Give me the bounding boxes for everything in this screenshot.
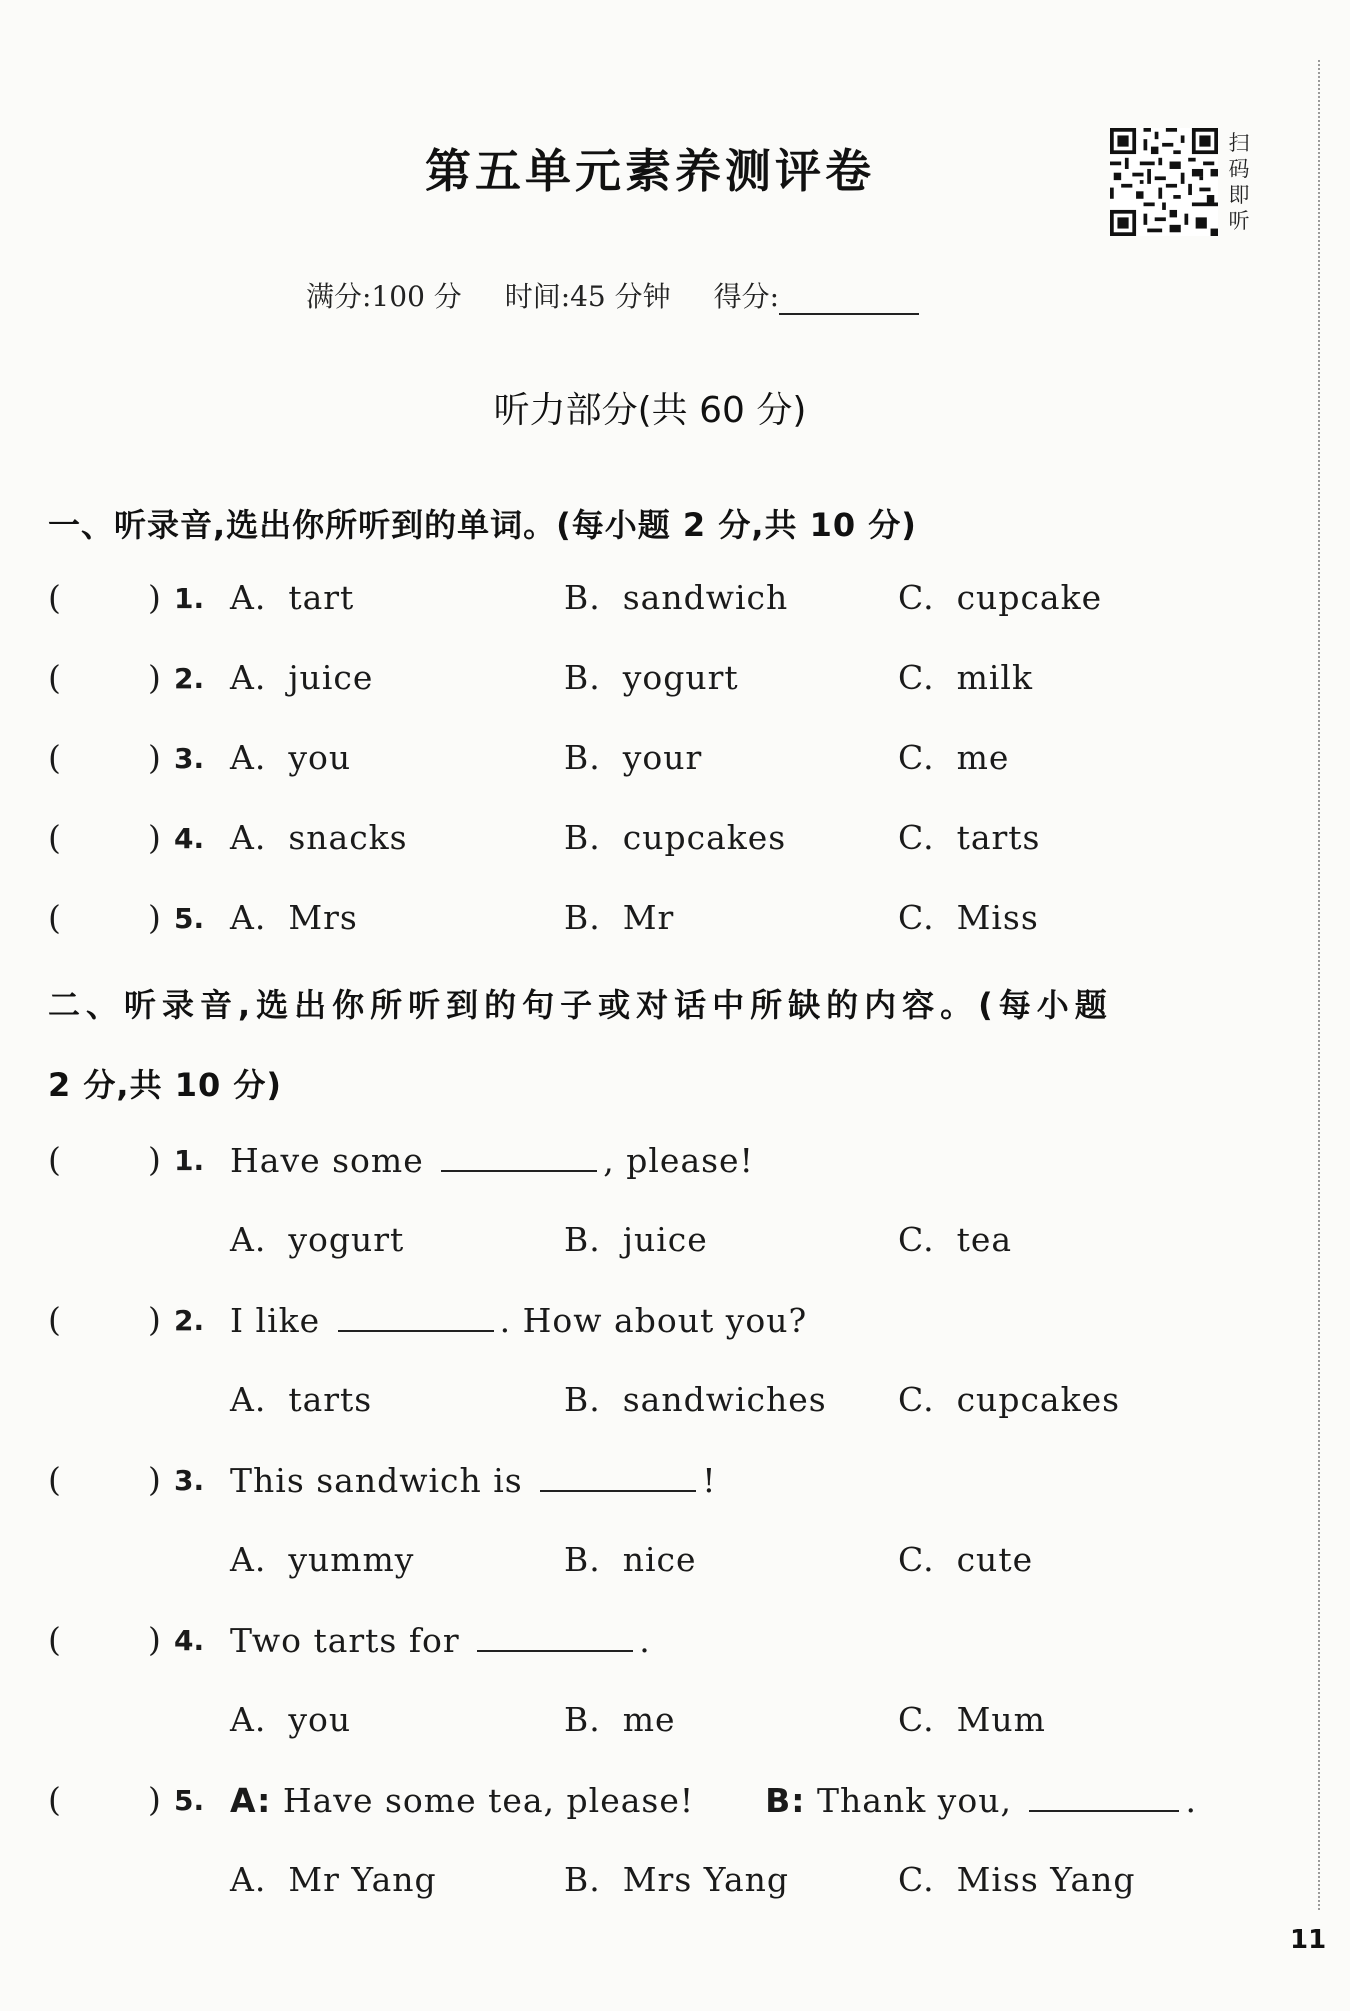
option-letter: A. xyxy=(230,738,267,777)
answer-bracket-left[interactable]: ( xyxy=(48,578,61,617)
option-b xyxy=(564,1860,789,1899)
stem-after: ! xyxy=(702,1461,717,1500)
option-a xyxy=(230,658,373,697)
page-number: 11 xyxy=(1290,1925,1327,1955)
question-number: 5. xyxy=(174,902,205,935)
option-text: you xyxy=(288,738,352,777)
option-text: yogurt xyxy=(288,1220,405,1259)
fill-blank[interactable] xyxy=(477,1620,633,1652)
answer-bracket-left[interactable]: ( xyxy=(48,1300,61,1339)
fill-blank[interactable] xyxy=(338,1300,494,1332)
fill-blank[interactable] xyxy=(1029,1780,1179,1812)
fill-blank[interactable] xyxy=(540,1460,696,1492)
option-c xyxy=(898,1540,1033,1579)
option-text: tarts xyxy=(288,1380,373,1419)
option-c xyxy=(898,898,1039,937)
option-letter: C. xyxy=(898,818,935,857)
section-2-heading-line2: 2 分,共 10 分) xyxy=(48,1066,283,1104)
question-number: 1. xyxy=(174,582,205,615)
score-info-line xyxy=(306,275,919,315)
option-letter: B. xyxy=(564,1540,601,1579)
option-c xyxy=(898,1860,1136,1899)
option-letter: C. xyxy=(898,1860,935,1899)
option-a xyxy=(230,1540,414,1579)
question-number: 3. xyxy=(174,742,205,775)
option-text: Miss Yang xyxy=(956,1860,1136,1899)
score-label: 得分: xyxy=(713,280,779,313)
option-text: cute xyxy=(956,1540,1034,1579)
option-text: Mrs Yang xyxy=(622,1860,790,1899)
option-b xyxy=(564,1700,676,1739)
section-2-heading-line1: 二、听录音,选出你所听到的句子或对话中所缺的内容。(每小题 xyxy=(48,986,1113,1024)
question-number: 2. xyxy=(174,1304,205,1337)
option-b xyxy=(564,578,788,617)
option-letter: B. xyxy=(564,1380,601,1419)
option-b xyxy=(564,1220,708,1259)
question-number: 5. xyxy=(174,1784,205,1817)
option-letter: C. xyxy=(898,1380,935,1419)
option-text: Mrs xyxy=(288,898,358,937)
option-text: milk xyxy=(956,658,1033,697)
answer-bracket-left[interactable]: ( xyxy=(48,658,61,697)
option-a xyxy=(230,1380,372,1419)
option-text: cupcake xyxy=(956,578,1103,617)
option-letter: A. xyxy=(230,1860,267,1899)
question-number: 4. xyxy=(174,1624,205,1657)
option-letter: C. xyxy=(898,898,935,937)
page-margin-rule xyxy=(1318,60,1320,1910)
option-text: snacks xyxy=(288,818,408,857)
option-text: me xyxy=(956,738,1010,777)
dialogue-stem xyxy=(230,1780,1197,1820)
option-b xyxy=(564,1540,697,1579)
question-stem xyxy=(230,1140,754,1180)
option-a xyxy=(230,818,408,857)
option-text: Miss xyxy=(956,898,1039,937)
option-a xyxy=(230,898,358,937)
question-stem xyxy=(230,1620,651,1660)
option-letter: C. xyxy=(898,1220,935,1259)
option-c xyxy=(898,578,1102,617)
option-b xyxy=(564,738,702,777)
option-b xyxy=(564,898,674,937)
option-text: sandwiches xyxy=(622,1380,827,1419)
page-title: 第五单元素养测评卷 xyxy=(425,144,875,198)
answer-bracket-right: ) xyxy=(148,1140,161,1179)
option-c xyxy=(898,1380,1120,1419)
option-text: you xyxy=(288,1700,352,1739)
option-c xyxy=(898,1700,1046,1739)
option-text: juice xyxy=(622,1220,708,1259)
stem-before: Two tarts for xyxy=(230,1621,460,1660)
qr-scan-caption: 扫码即听 xyxy=(1228,131,1250,233)
answer-bracket-right: ) xyxy=(148,818,161,857)
answer-bracket-left[interactable]: ( xyxy=(48,738,61,777)
question-number: 4. xyxy=(174,822,205,855)
option-a xyxy=(230,1220,404,1259)
score-blank[interactable] xyxy=(779,285,919,315)
option-b xyxy=(564,1380,827,1419)
section-1-heading: 一、听录音,选出你所听到的单词。(每小题 2 分,共 10 分) xyxy=(48,506,917,544)
option-text: tarts xyxy=(956,818,1041,857)
listening-part-title: 听力部分(共 60 分) xyxy=(493,390,807,431)
question-number: 3. xyxy=(174,1464,205,1497)
answer-bracket-left[interactable]: ( xyxy=(48,1620,61,1659)
answer-bracket-right: ) xyxy=(148,738,161,777)
option-b xyxy=(564,658,739,697)
stem-after: . How about you? xyxy=(499,1301,808,1340)
answer-bracket-left[interactable]: ( xyxy=(48,818,61,857)
stem-after: , please! xyxy=(603,1141,754,1180)
full-score: 满分:100 分 xyxy=(306,280,462,313)
option-letter: C. xyxy=(898,1700,935,1739)
option-letter: B. xyxy=(564,818,601,857)
option-text: nice xyxy=(622,1540,697,1579)
option-text: Mr Yang xyxy=(288,1860,437,1899)
answer-bracket-left[interactable]: ( xyxy=(48,898,61,937)
option-letter: B. xyxy=(564,738,601,777)
option-text: yogurt xyxy=(622,658,739,697)
answer-bracket-right: ) xyxy=(148,1300,161,1339)
option-letter: B. xyxy=(564,578,601,617)
option-c xyxy=(898,1220,1012,1259)
stem-after: . xyxy=(1185,1781,1197,1820)
answer-bracket-left[interactable]: ( xyxy=(48,1140,61,1179)
option-letter: B. xyxy=(564,1220,601,1259)
question-number: 1. xyxy=(174,1144,205,1177)
option-a xyxy=(230,1860,437,1899)
option-letter: A. xyxy=(230,898,267,937)
stem-before: This sandwich is xyxy=(230,1461,523,1500)
option-text: Mum xyxy=(956,1700,1046,1739)
option-letter: A. xyxy=(230,1700,267,1739)
option-a xyxy=(230,1700,351,1739)
option-text: Mr xyxy=(622,898,675,937)
time-limit: 时间:45 分钟 xyxy=(504,280,671,313)
answer-bracket-right: ) xyxy=(148,898,161,937)
option-b xyxy=(564,818,786,857)
option-c xyxy=(898,738,1009,777)
option-text: tart xyxy=(288,578,355,617)
qr-code-icon[interactable] xyxy=(1110,128,1218,236)
stem-after: . xyxy=(639,1621,651,1660)
answer-bracket-left[interactable]: ( xyxy=(48,1460,61,1499)
option-letter: B. xyxy=(564,658,601,697)
option-text: cupcakes xyxy=(622,818,787,857)
option-text: juice xyxy=(288,658,374,697)
stem-before: Have some xyxy=(230,1141,424,1180)
option-letter: A. xyxy=(230,1540,267,1579)
option-letter: B. xyxy=(564,1860,601,1899)
answer-bracket-right: ) xyxy=(148,1620,161,1659)
stem-before: I like xyxy=(230,1301,321,1340)
answer-bracket-left[interactable]: ( xyxy=(48,1780,61,1819)
option-c xyxy=(898,818,1041,857)
option-a xyxy=(230,578,354,617)
option-text: tea xyxy=(956,1220,1013,1259)
answer-bracket-right: ) xyxy=(148,1780,161,1819)
option-text: cupcakes xyxy=(956,1380,1121,1419)
option-letter: A. xyxy=(230,818,267,857)
speaker-b-line: Thank you, xyxy=(817,1781,1012,1820)
option-letter: A. xyxy=(230,1220,267,1259)
option-letter: A. xyxy=(230,578,267,617)
qr-code-graphic xyxy=(1110,128,1218,236)
option-text: me xyxy=(622,1700,676,1739)
question-stem xyxy=(230,1460,717,1500)
option-letter: B. xyxy=(564,898,601,937)
speaker-a-line: Have some tea, please! xyxy=(282,1781,695,1820)
option-letter: B. xyxy=(564,1700,601,1739)
option-letter: C. xyxy=(898,658,935,697)
option-a xyxy=(230,738,351,777)
speaker-a-label: A: xyxy=(230,1781,272,1820)
option-c xyxy=(898,658,1033,697)
option-text: sandwich xyxy=(622,578,789,617)
option-letter: A. xyxy=(230,658,267,697)
question-number: 2. xyxy=(174,662,205,695)
option-text: yummy xyxy=(288,1540,415,1579)
question-stem xyxy=(230,1300,807,1340)
fill-blank[interactable] xyxy=(441,1140,597,1172)
option-letter: C. xyxy=(898,738,935,777)
answer-bracket-right: ) xyxy=(148,578,161,617)
option-letter: C. xyxy=(898,1540,935,1579)
option-letter: C. xyxy=(898,578,935,617)
answer-bracket-right: ) xyxy=(148,1460,161,1499)
speaker-b-label: B: xyxy=(765,1781,806,1820)
option-letter: A. xyxy=(230,1380,267,1419)
option-text: your xyxy=(622,738,703,777)
answer-bracket-right: ) xyxy=(148,658,161,697)
